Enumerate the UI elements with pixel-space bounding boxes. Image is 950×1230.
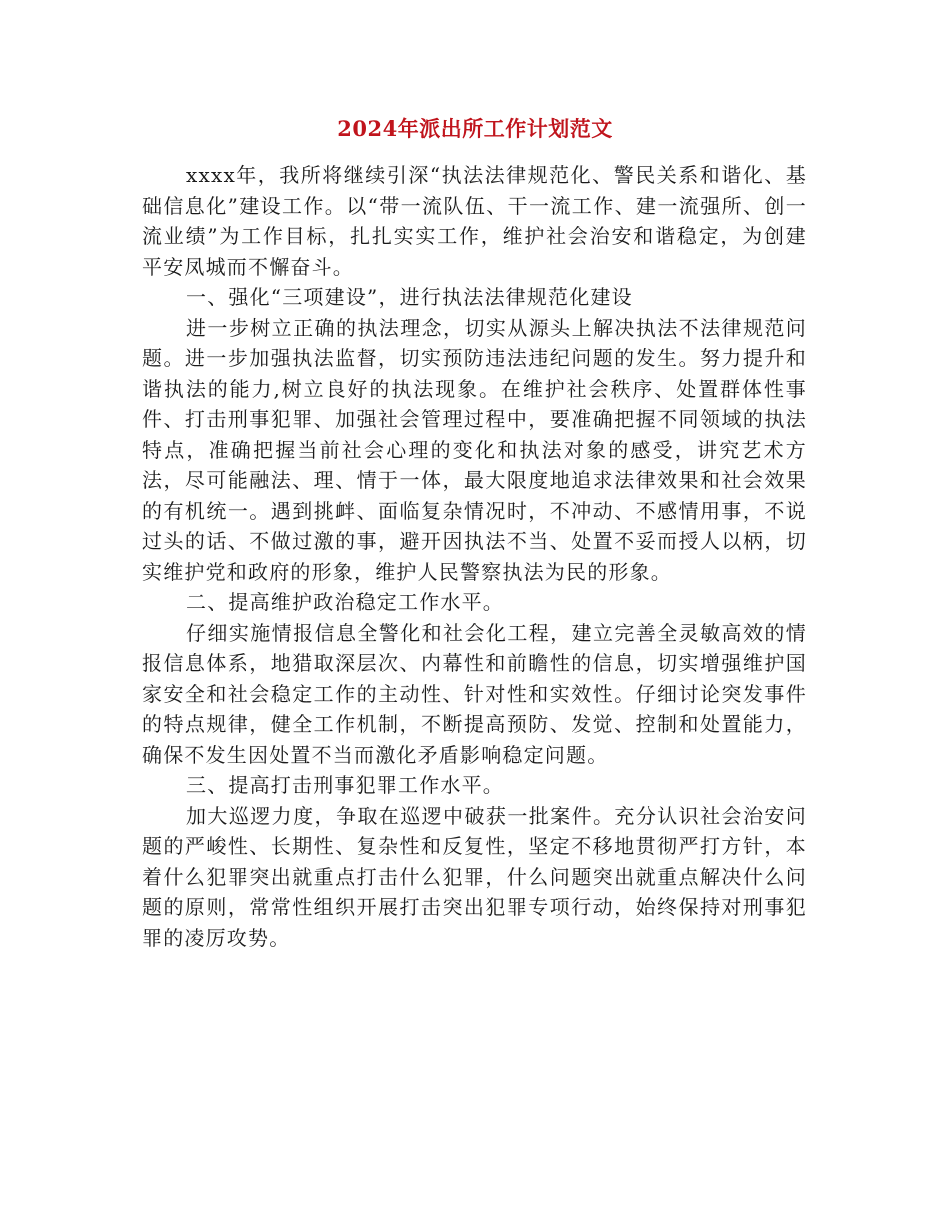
section-heading-2: 二、提高维护政治稳定工作水平。 — [186, 590, 504, 614]
section-heading-3: 三、提高打击刑事犯罪工作水平。 — [186, 773, 504, 797]
intro-paragraph: xxxx年，我所将继续引深“执法法律规范化、警民关系和谐化、基础信息化”建设工作。以“带一流队伍、干一流工作、建一流强所、创一流业绩”为工作目标，扎扎实实工作，维护社会治安和谐稳定，为创建平安凤城而不懈奋斗。 — [142, 163, 807, 279]
section-body-1: 进一步树立正确的执法理念，切实从源头上解决执法不法律规范问题。进一步加强执法监督，切实预防违法违纪问题的发生。努力提升和谐执法的能力,树立良好的执法现象。在维护社会秩序、处置群体性事件、打击刑事犯罪、加强社会管理过程中，要准确把握不同领域的执法特点，准确把握当前社会心理的变化和执法对象的感受，讲究艺术方法，尽可能融法、理、情于一体，最大限度地追求法律效果和社会效果的有机统一。遇到挑衅、面临复杂情况时，不冲动、不感情用事，不说过头的话、不做过激的事，避开因执法不当、处置不妥而授人以柄，切实维护党和政府的形象，维护人民警察执法为民的形象。 — [142, 315, 807, 584]
section-body-3: 加大巡逻力度，争取在巡逻中破获一批案件。充分认识社会治安问题的严峻性、长期性、复杂性和反复性，坚定不移地贯彻严打方针，本着什么犯罪突出就重点打击什么犯罪，什么问题突出就重点解决什么问题的原则，常常性组织开展打击突出犯罪专项行动，始终保持对刑事犯罪的凌厉攻势。 — [142, 803, 807, 950]
section-heading-1: 一、强化“三项建设”，进行执法法律规范化建设 — [186, 285, 633, 309]
document-body — [142, 160, 807, 953]
section-body-2: 仔细实施情报信息全警化和社会化工程，建立完善全灵敏高效的情报信息体系，地猎取深层次、内幕性和前瞻性的信息，切实增强维护国家安全和社会稳定工作的主动性、针对性和实效性。仔细讨论突发事件的特点规律，健全工作机制，不断提高预防、发觉、控制和处置能力，确保不发生因处置不当而激化矛盾影响稳定问题。 — [142, 620, 807, 767]
document-title: 2024年派出所工作计划范文 — [337, 116, 613, 141]
